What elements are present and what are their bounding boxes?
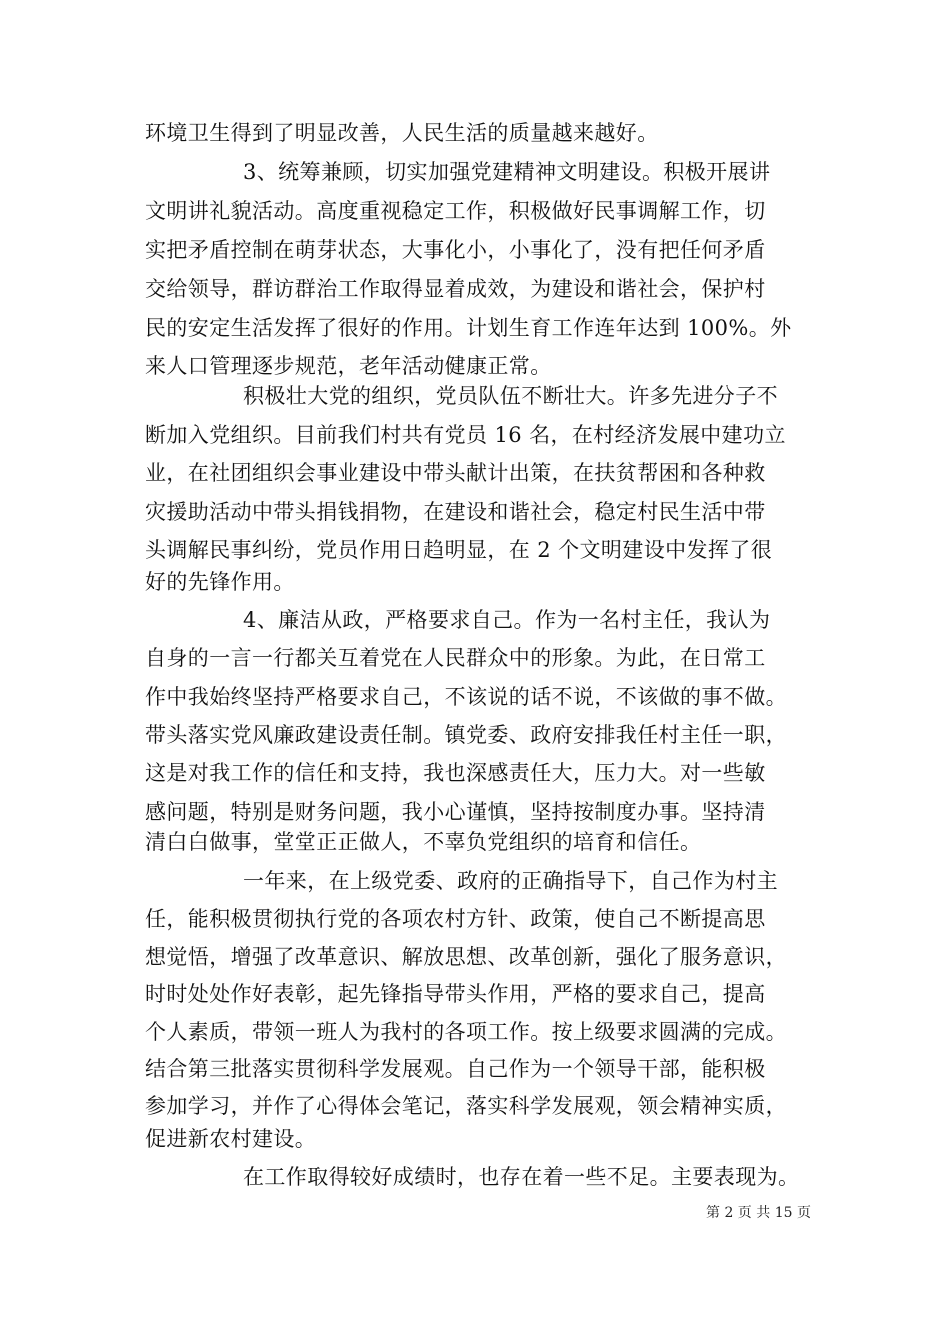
text-line: 作中我始终坚持严格要求自己，不该说的话不说，不该做的事不做。 [145,685,787,709]
text-line: 清白白做事，堂堂正正做人，不辜负党组织的培育和信任。 [145,830,702,854]
page-number: 第 2 页 共 15 页 [706,1205,811,1221]
text-line: 4、廉洁从政，严格要求自己。作为一名村主任，我认为 [243,608,771,632]
text-line: 积极壮大党的组织，党员队伍不断壮大。许多先进分子不 [243,384,778,408]
text-line: 一年来，在上级党委、政府的正确指导下，自己作为村主 [243,869,778,893]
text-line: 想觉悟，增强了改革意识、解放思想、改革创新，强化了服务意识， [145,945,787,969]
text-line: 业，在社团组织会事业建设中带头献计出策，在扶贫帮困和各种救 [145,461,766,485]
text-line: 好的先锋作用。 [145,570,295,594]
text-line: 结合第三批落实贯彻科学发展观。自己作为一个领导干部，能积极 [145,1057,766,1081]
text-line: 环境卫生得到了明显改善，人民生活的质量越来越好。 [145,121,659,145]
text-line: 灾援助活动中带头捐钱捐物，在建设和谐社会，稳定村民生活中带 [145,500,766,524]
text-line: 感问题，特别是财务问题，我小心谨慎，坚持按制度办事。坚持清 [145,800,766,824]
text-line: 文明讲礼貌活动。高度重视稳定工作，积极做好民事调解工作，切 [145,199,766,223]
text-line: 时时处处作好表彰，起先锋指导带头作用，严格的要求自己，提高 [145,982,766,1006]
text-line: 参加学习，并作了心得体会笔记，落实科学发展观，领会精神实质， [145,1094,787,1118]
text-line: 自身的一言一行都关互着党在人民群众中的形象。为此，在日常工 [145,646,766,670]
text-line: 这是对我工作的信任和支持，我也深感责任大，压力大。对一些敏 [145,761,766,785]
text-line: 交给领导，群访群治工作取得显着成效，为建设和谐社会，保护村 [145,277,766,301]
text-line: 促进新农村建设。 [145,1127,317,1151]
text-line: 民的安定生活发挥了很好的作用。计划生育工作连年达到 100%。外 [145,316,792,340]
text-line: 来人口管理逐步规范，老年活动健康正常。 [145,354,552,378]
text-line: 3、统筹兼顾，切实加强党建精神文明建设。积极开展讲 [243,160,771,184]
text-line: 任，能积极贯彻执行党的各项农村方针、政策，使自己不断提高思 [145,907,766,931]
text-line: 在工作取得较好成绩时，也存在着一些不足。主要表现为。 [243,1165,800,1189]
text-line: 断加入党组织。目前我们村共有党员 16 名，在村经济发展中建功立 [145,423,786,447]
text-line: 实把矛盾控制在萌芽状态，大事化小，小事化了，没有把任何矛盾 [145,238,766,262]
text-line: 头调解民事纠纷，党员作用日趋明显，在 2 个文明建设中发挥了很 [145,538,773,562]
text-line: 个人素质，带领一班人为我村的各项工作。按上级要求圆满的完成。 [145,1020,787,1044]
text-line: 带头落实党风廉政建设责任制。镇党委、政府安排我任村主任一职， [145,723,787,747]
